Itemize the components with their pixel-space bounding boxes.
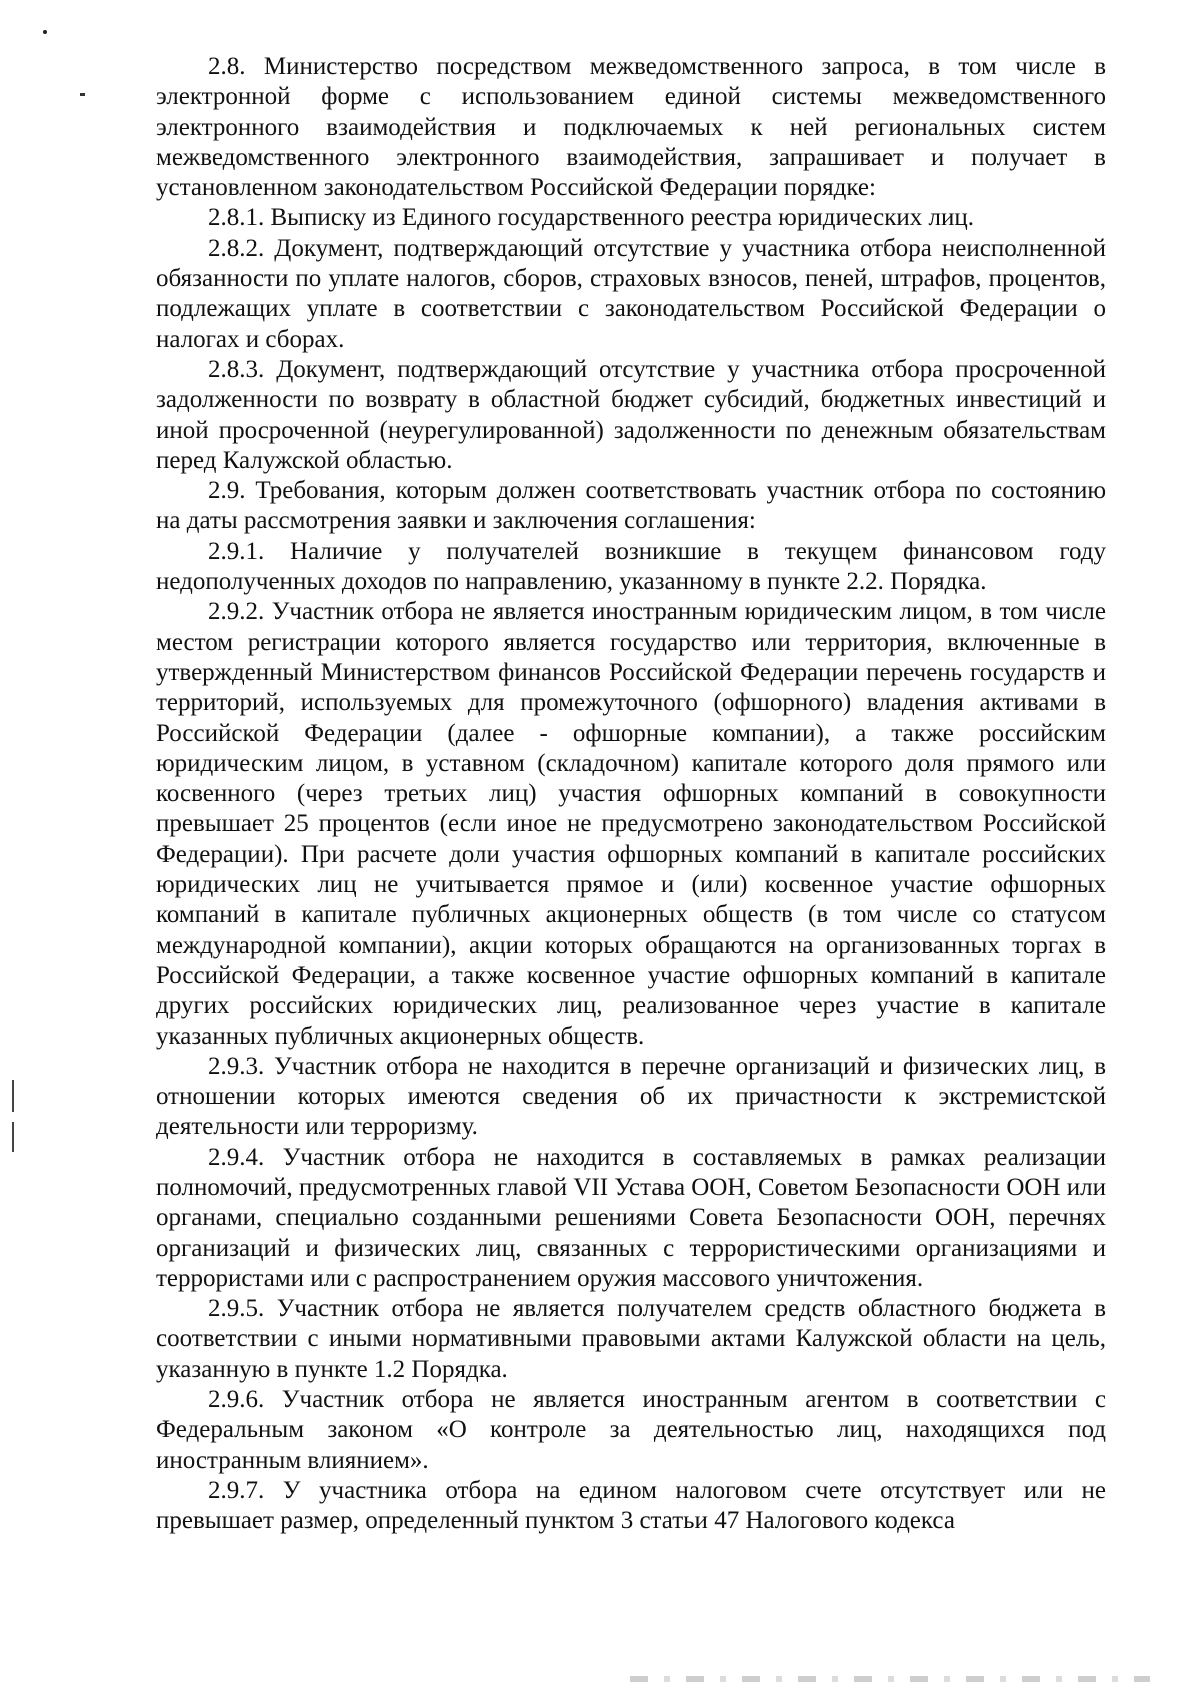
paragraph-2-9-1: 2.9.1. Наличие у получателей возникшие в текущем финансовом году недополученных доходов по направлению, указанному в пункте 2.2. Порядка. [156, 537, 1106, 596]
paragraph-2-8: 2.8. Министерство посредством межведомственного запроса, в том числе в электронной форме с использованием единой системы межведомственного электронного взаимодействия и подключаемых к ней региональных систем межведомственного электронного взаимодействия, запрашивает и получает в установленном законодательством Российской Федерации порядке: [156, 53, 1106, 202]
scan-margin-line [12, 1080, 14, 1112]
scan-speck [43, 30, 47, 34]
paragraph-2-9-6: 2.9.6. Участник отбора не является иностранным агентом в соответствии с Федеральным законом «О контроле за деятельностью лиц, находящихся под иностранным влиянием». [156, 1386, 1106, 1474]
paragraph-2-8-3: 2.8.3. Документ, подтверждающий отсутствие у участника отбора просроченной задолженности по возврату в областной бюджет субсидий, бюджетных инвестиций и иной просроченной (неурегулированной) задолженности по денежным обязательствам перед Калужской областью. [156, 355, 1106, 474]
document-page [156, 52, 1106, 1537]
paragraph-2-9-5: 2.9.5. Участник отбора не является получателем средств областного бюджета в соответствии с иными нормативными правовыми актами Калужской области на цель, указанную в пункте 1.2 Порядка. [156, 1295, 1106, 1383]
paragraph-2-9-3: 2.9.3. Участник отбора не находится в перечне организаций и физических лиц, в отношении которых имеются сведения об их причастности к экстремистской деятельности или терроризму. [156, 1052, 1106, 1141]
paragraph-2-8-1: 2.8.1. Выписку из Единого государственного реестра юридических лиц. [208, 204, 974, 232]
scan-margin-line [12, 1122, 14, 1152]
scan-speck [80, 93, 85, 96]
paragraph-2-9-4: 2.9.4. Участник отбора не находится в составляемых в рамках реализации полномочий, предусмотренных главой VII Устава ООН, Советом Безопасности ООН или органами, специально созданными решениями Совета Безопасности ООН, перечнях организаций и физических лиц, связанных с террористическими организациями и террористами или с распространением оружия массового уничтожения. [156, 1143, 1106, 1292]
scan-bottom-artifact [630, 1676, 1150, 1682]
paragraph-2-8-2: 2.8.2. Документ, подтверждающий отсутствие у участника отбора неисполненной обязанности по уплате налогов, сборов, страховых взносов, пеней, штрафов, процентов, подлежащих уплате в соответствии с законодательством Российской Федерации о налогах и сборах. [156, 234, 1106, 353]
paragraph-2-9-2: 2.9.2. Участник отбора не является иностранным юридическим лицом, в том числе местом регистрации которого является государство или территория, включенные в утвержденный Министерством финансов Российской Федерации перечень государств и территорий, используемых для промежуточного (офшорного) владения активами в Российской Федерации (далее - офшорные компании), а также российским юридическим лицом, в уставном (складочном) капитале которого доля прямого или косвенного (через третьих лиц) участия офшорных компаний в совокупности превышает 25 процентов (если иное не предусмотрено законодательством Российской Федерации). При расчете доли участия офшорных компаний в капитале российских юридических лиц не учитывается прямое и (или) косвенное участие офшорных компаний в капитале публичных акционерных обществ (в том числе со статусом международной компании), акции которых обращаются на организованных торгах в Российской Федерации, а также косвенное участие офшорных компаний в капитале других российских юридических лиц, реализованное через участие в капитале указанных публичных акционерных обществ. [156, 598, 1106, 1050]
paragraph-2-9-7: 2.9.7. У участника отбора на едином налоговом счете отсутствует или не превышает размер, определенный пунктом 3 статьи 47 Налогового кодекса [156, 1476, 1106, 1535]
paragraph-2-9: 2.9. Требования, которым должен соответствовать участник отбора по состоянию на даты рассмотрения заявки и заключения соглашения: [156, 477, 1106, 535]
